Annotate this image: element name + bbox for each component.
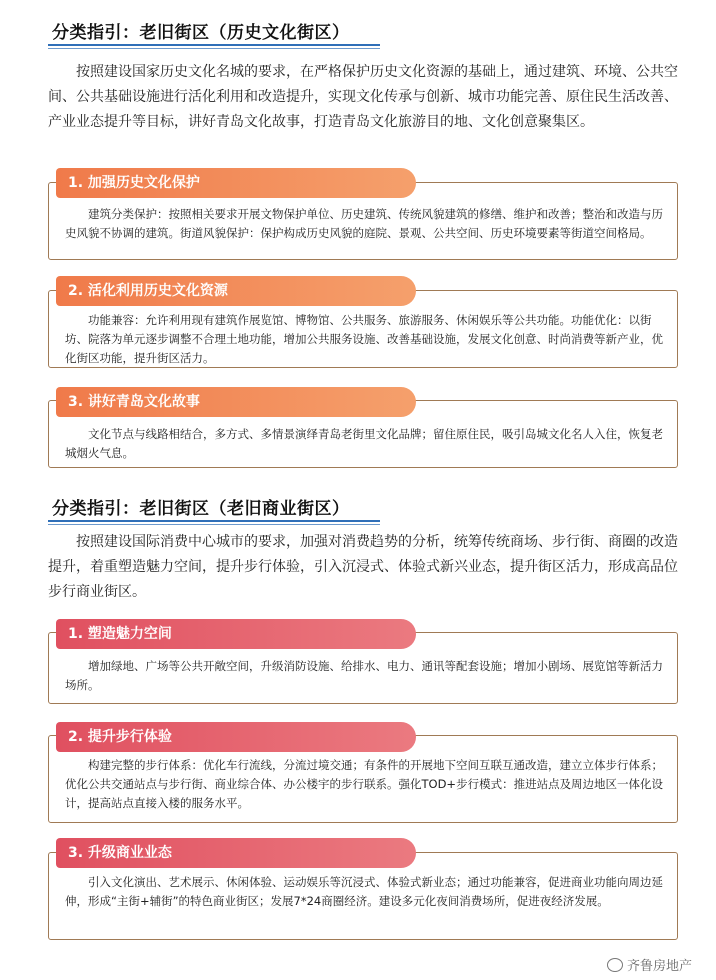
item-text: 功能兼容：允许利用现有建筑作展览馆、博物馆、公共服务、旅游服务、休闲娱乐等公共功能。功能优化：以街坊、院落为单元逐步调整不合理土地功能，增加公共服务设施、改善基础设施，发展文化创意、时尚消费等新产业，优化街区功能，提升街区活力。	[65, 313, 663, 365]
item-text: 增加绿地、广场等公共开敞空间，升级消防设施、给排水、电力、通讯等配套设施；增加小剧场、展览馆等新活力场所。	[65, 659, 663, 692]
item-text: 建筑分类保护：按照相关要求开展文物保护单位、历史建筑、传统风貌建筑的修缮、维护和改善；整治和改造与历史风貌不协调的建筑。街道风貌保护：保护构成历史风貌的庭院、景观、公共空间、历史环境要素等街道空间格局。	[65, 207, 663, 240]
watermark-text: 齐鲁房地产	[626, 959, 692, 974]
title-underline	[48, 44, 380, 49]
wechat-icon	[607, 958, 623, 972]
item-label-commercial-2: 2. 提升步行体验	[56, 722, 416, 752]
intro-historic: 按照建设国家历史文化名城的要求，在严格保护历史文化资源的基础上，通过建筑、环境、公共空间、公共基础设施进行活化利用和改造提升，实现文化传承与创新、城市功能完善、原住民生活改善、产业业态提升等目标，讲好青岛文化故事，打造青岛文化旅游目的地、文化创意聚集区。	[48, 64, 678, 130]
intro-commercial: 按照建设国际消费中心城市的要求，加强对消费趋势的分析，统筹传统商场、步行街、商圈的改造提升，着重塑造魅力空间，提升步行体验，引入沉浸式、体验式新兴业态，提升街区活力，形成高品位步行商业街区。	[48, 534, 678, 600]
title-underline	[48, 520, 380, 525]
item-label-historic-1: 1. 加强历史文化保护	[56, 168, 416, 198]
watermark	[607, 955, 692, 974]
item-label-commercial-3: 3. 升级商业业态	[56, 838, 416, 868]
item-text: 构建完整的步行体系：优化车行流线，分流过境交通；有条件的开展地下空间互联互通改造，建立立体步行体系；优化公共交通站点与步行街、商业综合体、办公楼宇的步行联系。强化TOD+步行模式：推进站点及周边地区一体化设计，提高站点直接入楼的服务水平。	[65, 758, 664, 810]
item-label-commercial-1: 1. 塑造魅力空间	[56, 619, 416, 649]
item-text: 引入文化演出、艺术展示、休闲体验、运动娱乐等沉浸式、体验式新业态；通过功能兼容，促进商业功能向周边延伸，形成“主街+辅街”的特色商业街区；发展7*24商圈经济。建设多元化夜间消费场所，促进夜经济发展。	[65, 875, 663, 908]
item-label-historic-3: 3. 讲好青岛文化故事	[56, 387, 416, 417]
section-title-historic: 分类指引：老旧街区（历史文化街区）	[52, 23, 350, 43]
item-text: 文化节点与线路相结合，多方式、多情景演绎青岛老街里文化品牌；留住原住民，吸引岛城文化名人入住，恢复老城烟火气息。	[65, 427, 663, 460]
section-title-commercial: 分类指引：老旧街区（老旧商业街区）	[52, 499, 350, 519]
item-label-historic-2: 2. 活化利用历史文化资源	[56, 276, 416, 306]
